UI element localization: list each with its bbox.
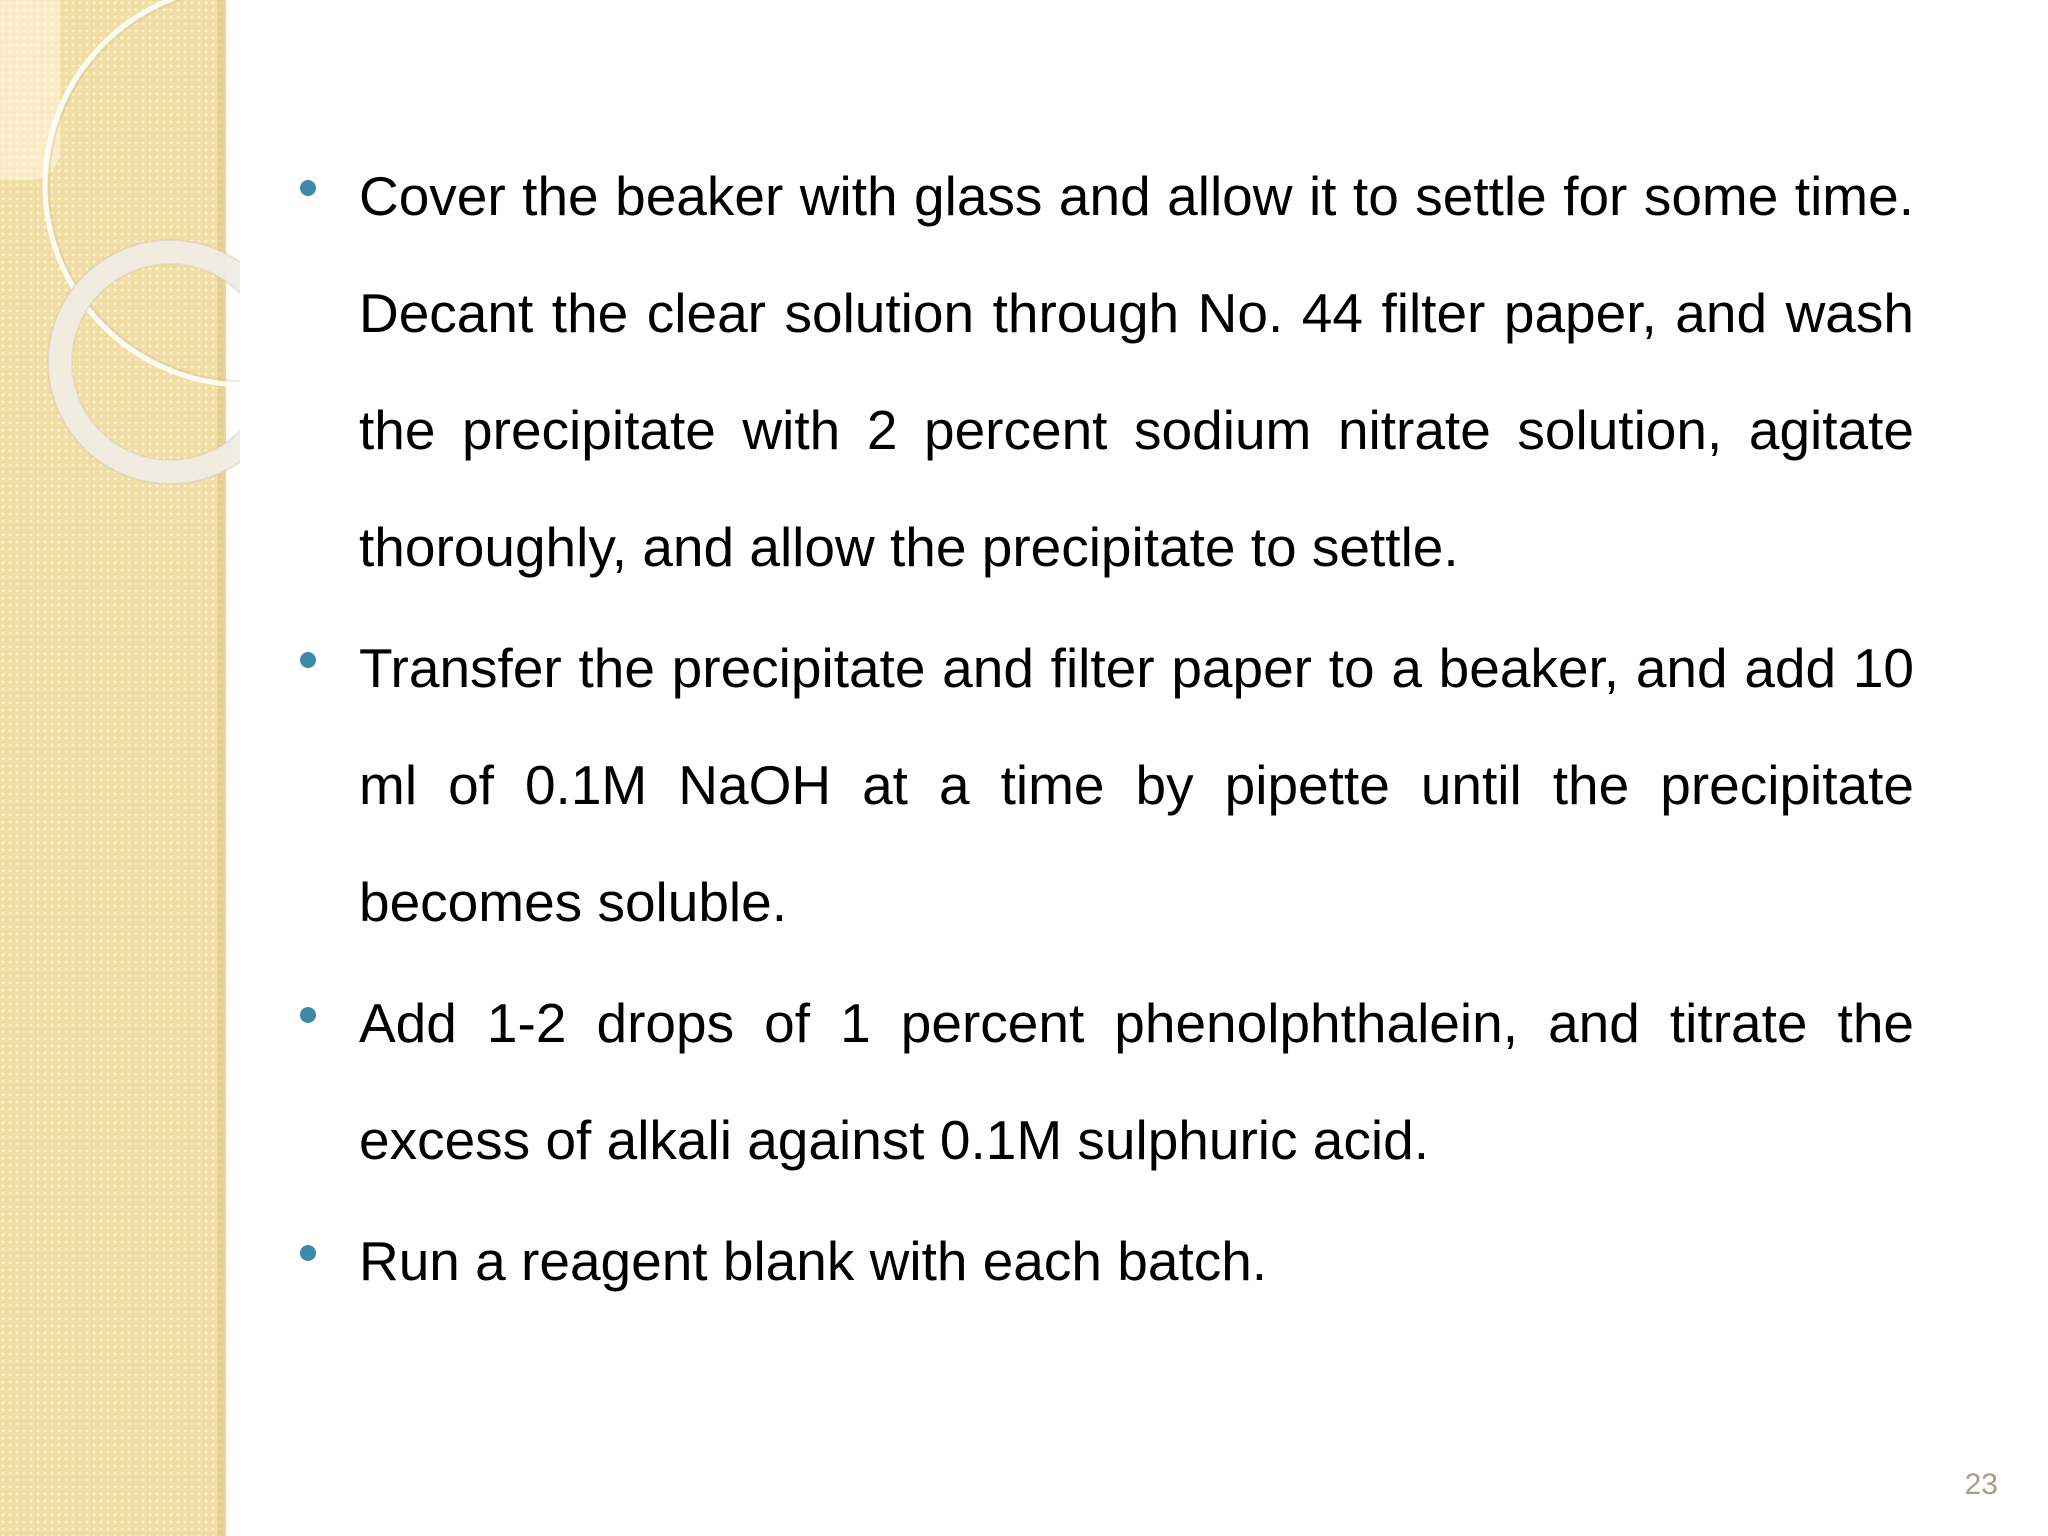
bullet-item	[286, 965, 1914, 1199]
bullet-item	[286, 610, 1914, 961]
bullet-text: Transfer the precipitate and filter paper to a beaker, and add 10 ml of 0.1M NaOH at a time by pipette until the precipitate becomes soluble.	[359, 637, 1914, 933]
decorative-rings-icon	[0, 0, 240, 520]
bullet-item	[286, 138, 1914, 606]
bullet-dot-icon	[300, 1245, 316, 1261]
bullet-dot-icon	[300, 652, 316, 668]
bullet-dot-icon	[300, 180, 316, 196]
page-number: 23	[1964, 1468, 1998, 1501]
bullet-list	[286, 138, 1914, 1324]
bullet-text: Add 1-2 drops of 1 percent phenolphthalein, and titrate the excess of alkali against 0.1M sulphuric acid.	[359, 992, 1914, 1171]
bullet-text: Cover the beaker with glass and allow it to settle for some time. Decant the clear solution through No. 44 filter paper, and wash the precipitate with 2 percent sodium nitrate solution, agitate thoroughly, and allow the precipitate to settle.	[359, 165, 1914, 578]
bullet-text: Run a reagent blank with each batch.	[359, 1230, 1268, 1292]
bullet-item	[286, 1203, 1914, 1320]
bullet-dot-icon	[300, 1007, 316, 1023]
